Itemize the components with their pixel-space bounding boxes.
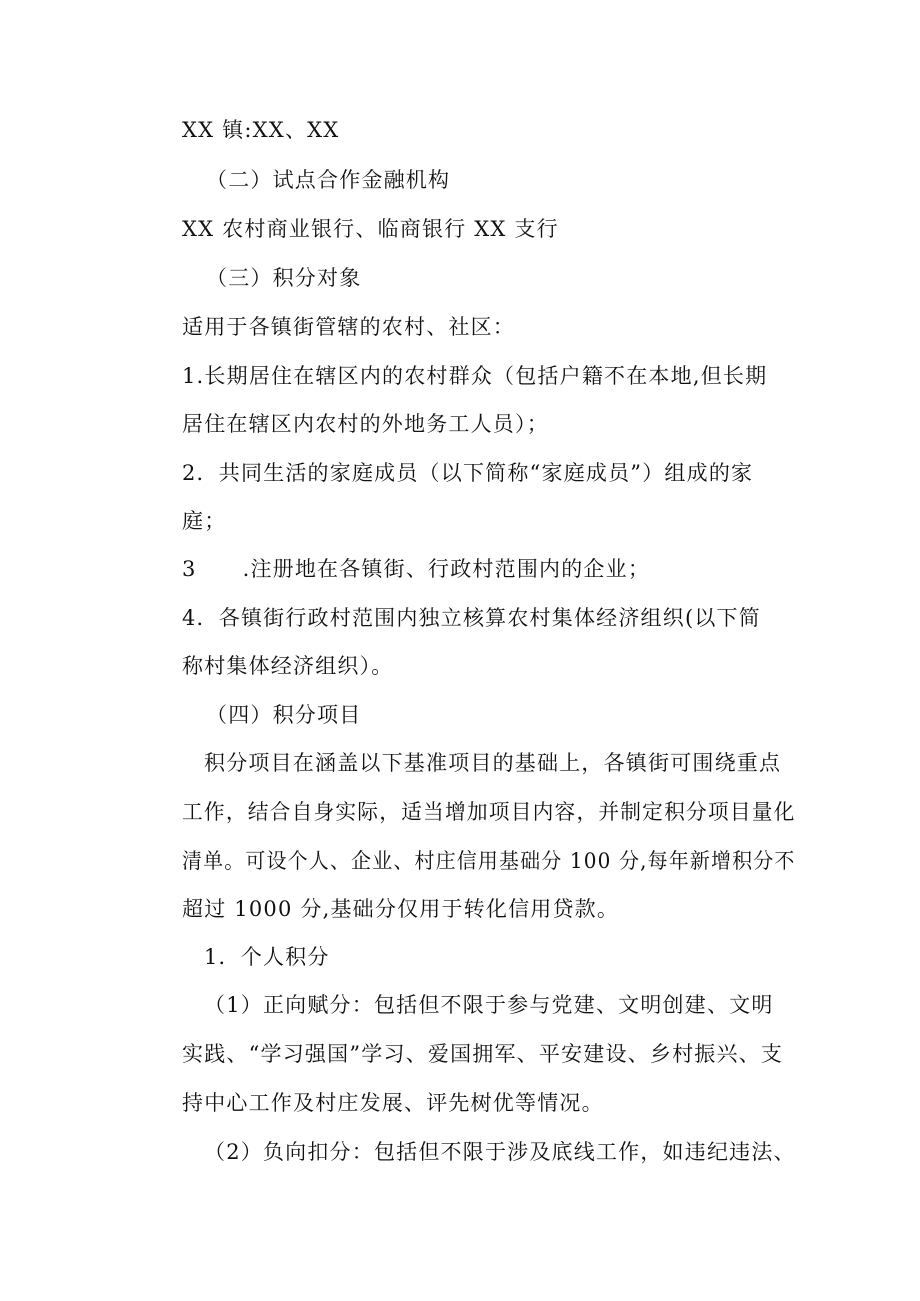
list-text: .注册地在各镇街、行政村范围内的企业； bbox=[242, 557, 651, 581]
paragraph-line: 适用于各镇街管辖的农村、社区： bbox=[182, 315, 515, 339]
list-number: 3 bbox=[182, 557, 197, 581]
section-heading: （二）试点合作金融机构 bbox=[206, 168, 451, 192]
paragraph-line: 清单。可设个人、企业、村庄信用基础分 100 分,每年新增积分不 bbox=[182, 849, 796, 873]
paragraph-line: 实践、“学习强国”学习、爱国拥军、平安建设、乡村振兴、支 bbox=[182, 1042, 784, 1066]
paragraph-line: XX 农村商业银行、临商银行 XX 支行 bbox=[182, 217, 559, 241]
list-item-line: 称村集体经济组织）。 bbox=[182, 654, 394, 678]
section-heading: （四）积分项目 bbox=[206, 703, 362, 727]
paragraph-line: 持中心工作及村庄发展、评先树优等情况。 bbox=[182, 1091, 604, 1115]
sub-heading: 1．个人积分 bbox=[204, 945, 330, 969]
paragraph-line: （2）负向扣分：包括但不限于涉及底线工作，如违纪违法、 bbox=[204, 1140, 796, 1164]
list-item-line: 4．各镇街行政村范围内独立核算农村集体经济组织(以下简 bbox=[182, 606, 761, 630]
paragraph-line: 积分项目在涵盖以下基准项目的基础上，各镇街可围绕重点 bbox=[204, 751, 782, 775]
list-item-line: 庭； bbox=[182, 509, 227, 533]
paragraph-line: 工作，结合自身实际，适当增加项目内容，并制定积分项目量化 bbox=[182, 800, 796, 824]
section-heading: （三）积分对象 bbox=[206, 266, 362, 290]
list-item-line: 居住在辖区内农村的外地务工人员）； bbox=[182, 412, 549, 436]
list-item-line bbox=[182, 555, 650, 583]
paragraph-line: 超过 1000 分,基础分仅用于转化信用贷款。 bbox=[182, 897, 620, 921]
paragraph-line: XX 镇:XX、XX bbox=[182, 118, 340, 142]
list-item-line: 2．共同生活的家庭成员（以下简称“家庭成员”）组成的家 bbox=[182, 461, 754, 485]
paragraph-line: （1）正向赋分：包括但不限于参与党建、文明创建、文明 bbox=[204, 993, 774, 1017]
list-item-line: 1.长期居住在辖区内的农村群众（包括户籍不在本地,但长期 bbox=[182, 364, 768, 388]
